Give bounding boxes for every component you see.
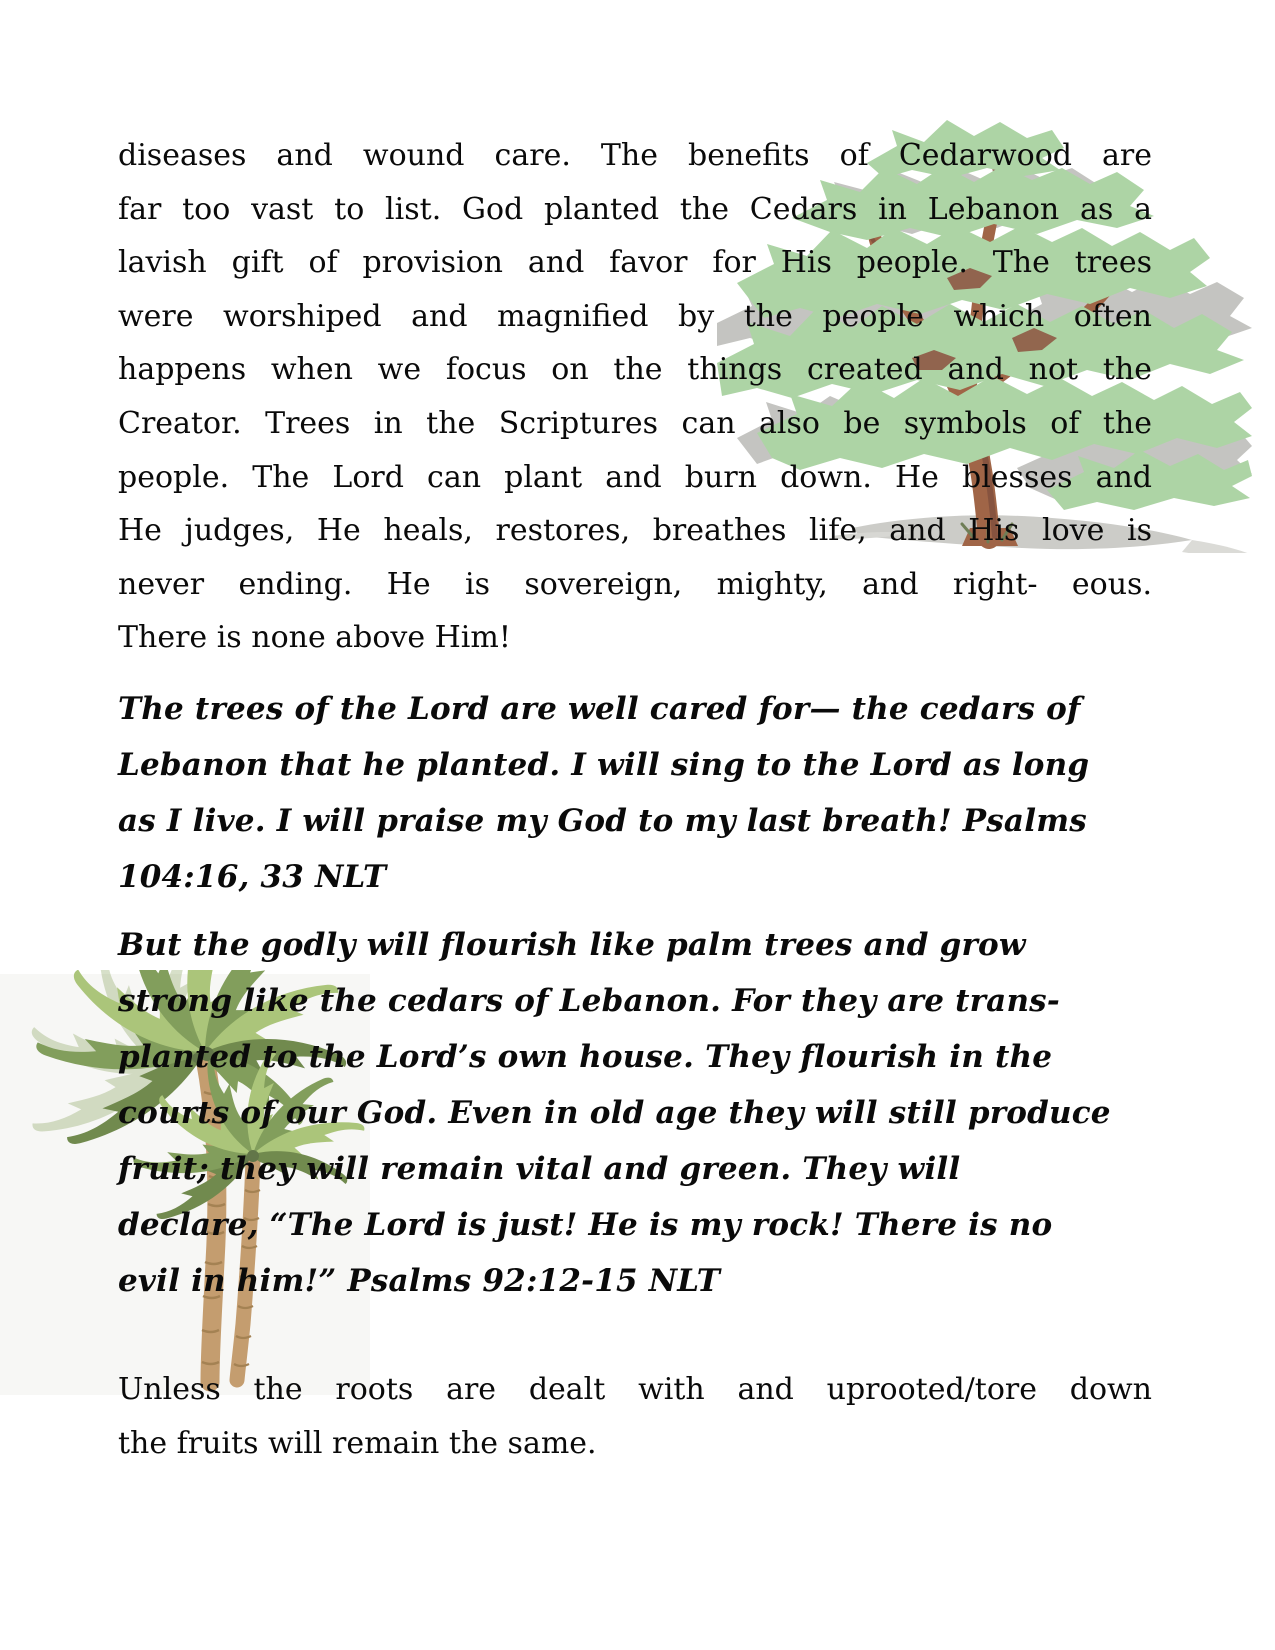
- text-line: Lebanon that he planted. I will sing to the Lord as long: [118, 747, 1090, 783]
- text-line: happens when we focus on the things created and not the: [118, 352, 1152, 388]
- text-line: Creator. Trees in the Scriptures can also be symbols of the: [118, 405, 1152, 441]
- paragraph-roots-conclusion: [118, 1363, 1152, 1470]
- text-line: evil in him!” Psalms 92:12-15 NLT: [118, 1263, 721, 1299]
- text-line: planted to the Lord’s own house. They flourish in the: [118, 1039, 1053, 1075]
- text-line: never ending. He is sovereign, mighty, and right- eous.: [118, 566, 1152, 602]
- text-line: the fruits will remain the same.: [118, 1425, 597, 1461]
- paragraph-cedarwood-benefits: [118, 129, 1152, 665]
- text-line: were worshiped and magnified by the people which often: [118, 298, 1152, 334]
- text-line: far too vast to list. God planted the Cedars in Lebanon as a: [118, 191, 1152, 227]
- text-line: The trees of the Lord are well cared for— the cedars of: [118, 691, 1081, 727]
- text-line: people. The Lord can plant and burn down. He blesses and: [118, 459, 1152, 495]
- text-line: He judges, He heals, restores, breathes life, and His love is: [118, 513, 1152, 549]
- quote-psalm-104: [118, 681, 1152, 905]
- text-line: diseases and wound care. The benefits of Cedarwood are: [118, 138, 1152, 173]
- text-line: fruit; they will remain vital and green. They will: [118, 1151, 961, 1187]
- text-line: as I live. I will praise my God to my last breath! Psalms: [118, 803, 1087, 839]
- text-line: Unless the roots are dealt with and uprooted/tore down: [118, 1372, 1152, 1407]
- text-line: declare, “The Lord is just! He is my rock! There is no: [118, 1207, 1053, 1243]
- text-line: strong like the cedars of Lebanon. For they are trans-: [118, 983, 1060, 1019]
- text-line: courts of our God. Even in old age they will still produce: [118, 1095, 1111, 1131]
- text-line: There is none above Him!: [118, 620, 511, 656]
- text-line: But the godly will flourish like palm trees and grow: [118, 927, 1026, 963]
- text-line: 104:16, 33 NLT: [118, 859, 387, 895]
- quote-psalm-92: [118, 917, 1152, 1309]
- scripture-quotes: [118, 681, 1152, 1309]
- text-line: lavish gift of provision and favor for His people. The trees: [118, 245, 1152, 281]
